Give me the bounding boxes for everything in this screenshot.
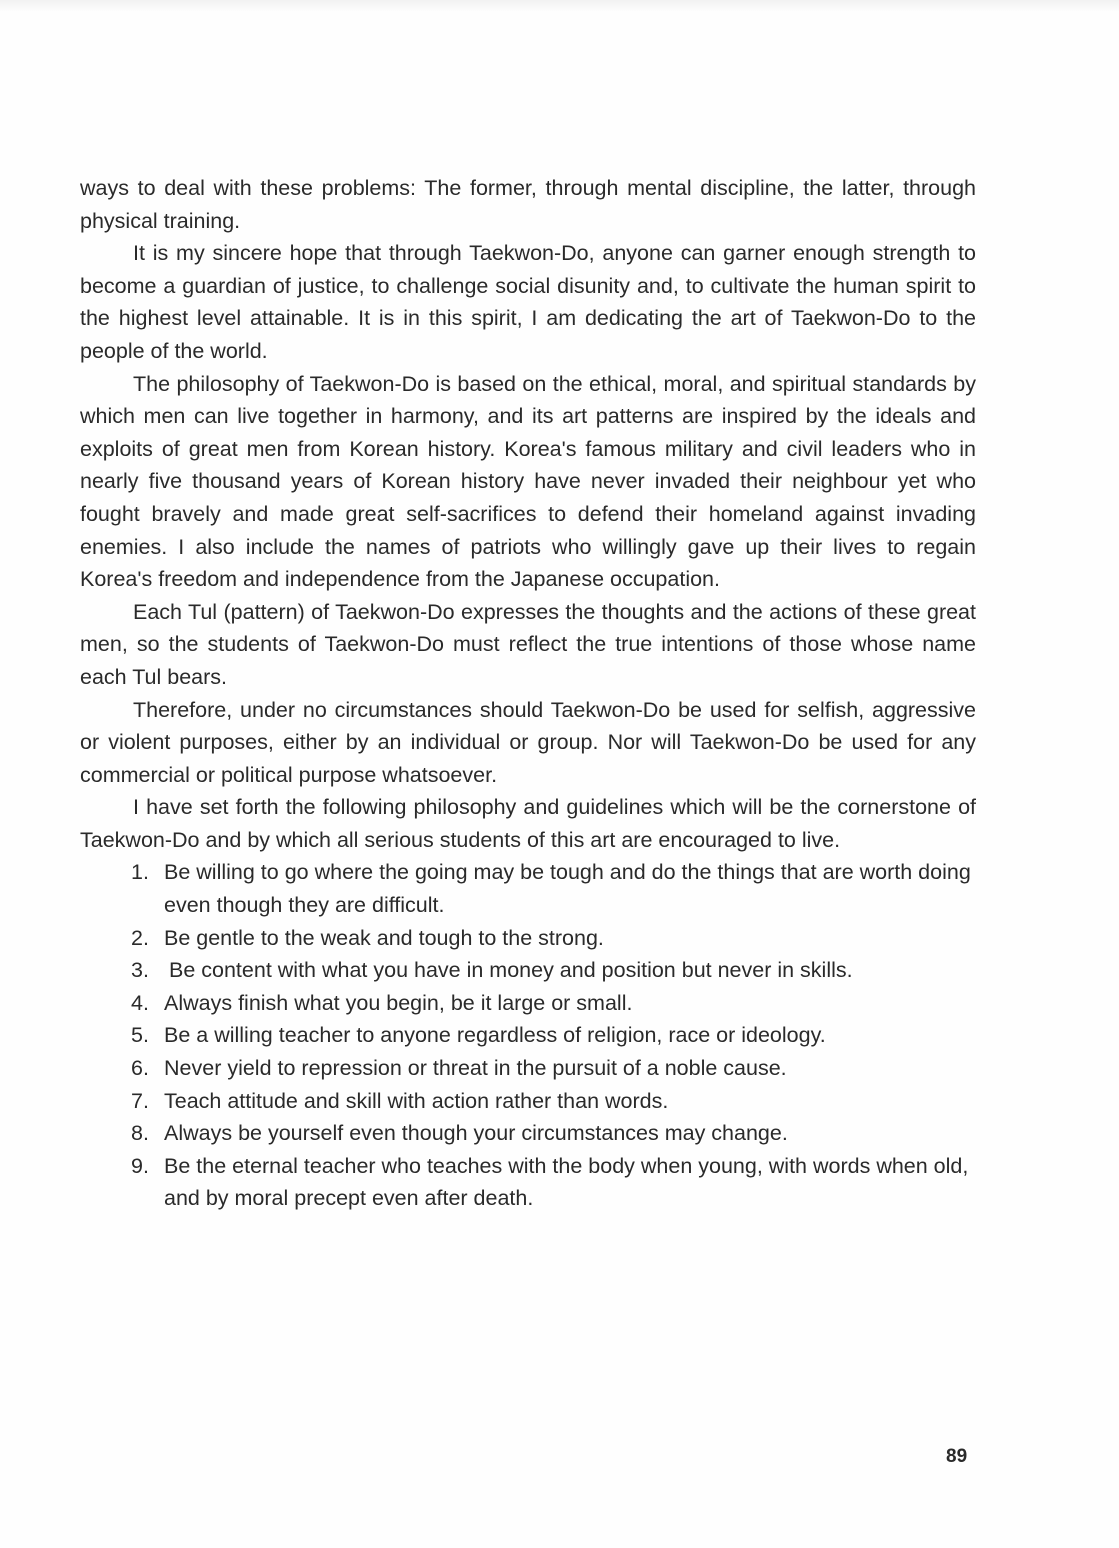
guideline-text: Teach attitude and skill with action rather than words. [164,1088,669,1113]
guideline-number: 2. [131,925,149,950]
body-text [80,172,976,1215]
paragraph-sincere-hope: It is my sincere hope that through Taekwon-Do, anyone can garner enough strength to become a guardian of justice, to challenge social disunity and, to cultivate the human spirit to the highest level attainable. It is in this spirit, I am dedicating the art of Taekwon-Do to the people of the world. [80,241,976,363]
guideline-text: Be a willing teacher to anyone regardless of religion, race or ideology. [164,1023,826,1048]
paragraph-continuation: ways to deal with these problems: The former, through mental discipline, the latter, through physical training. [80,176,976,233]
guideline-number: 4. [131,990,149,1015]
guideline-number: 7. [131,1088,149,1113]
guideline-number: 8. [131,1121,149,1146]
page-number: 89 [946,1446,968,1467]
guideline-text: Never yield to repression or threat in the pursuit of a noble cause. [164,1056,787,1081]
guideline-item [80,1019,976,1052]
guideline-text: Be willing to go where the going may be tough and do the things that are worth doing even though they are difficult. [164,860,971,918]
guideline-item [80,922,976,955]
guideline-item [80,1150,976,1215]
paragraph-philosophy: The philosophy of Taekwon-Do is based on the ethical, moral, and spiritual standards by which men can live together in harmony, and its art patterns are inspired by the ideals and exploits of great men from Korean history. Korea's famous military and civil leaders who in nearly five thousand years of Korean history have never invaded their neighbour yet who fought bravely and made great self-sacrifices to defend their homeland against invading enemies. I also include the names of patriots who willingly gave up their lives to regain Korea's freedom and independence from the Japanese occupation. [80,371,976,592]
guideline-text: Be content with what you have in money and position but never in skills. [169,958,853,983]
guideline-text: Always finish what you begin, be it large or small. [164,990,633,1015]
guideline-text: Be gentle to the weak and tough to the strong. [164,925,604,950]
guideline-number: 5. [131,1023,149,1048]
guideline-number: 3. [131,958,149,983]
guideline-item [80,856,976,921]
guideline-item [80,987,976,1020]
paragraph-guidelines-intro: I have set forth the following philosophy and guidelines which will be the cornerstone of Taekwon-Do and by which all serious students of this art are encouraged to live. [80,795,976,852]
page-top-edge [0,0,1119,12]
paragraph-each-tul: Each Tul (pattern) of Taekwon-Do expresses the thoughts and the actions of these great men, so the students of Taekwon-Do must reflect the true intentions of those whose name each Tul bears. [80,599,976,689]
guideline-text: Always be yourself even though your circumstances may change. [164,1121,788,1146]
guideline-item [80,1117,976,1150]
guidelines-list [80,856,976,1215]
guideline-number: 6. [131,1056,149,1081]
guideline-number: 9. [131,1153,149,1178]
guideline-item [80,1085,976,1118]
guideline-number: 1. [131,860,149,885]
guideline-text: Be the eternal teacher who teaches with the body when young, with words when old, and by moral precept even after death. [164,1153,969,1211]
guideline-item [80,1052,976,1085]
guideline-item [80,954,976,987]
paragraph-therefore: Therefore, under no circumstances should Taekwon-Do be used for selfish, aggressive or violent purposes, either by an individual or group. Nor will Taekwon-Do be used for any commercial or political purpose whatsoever. [80,697,976,787]
